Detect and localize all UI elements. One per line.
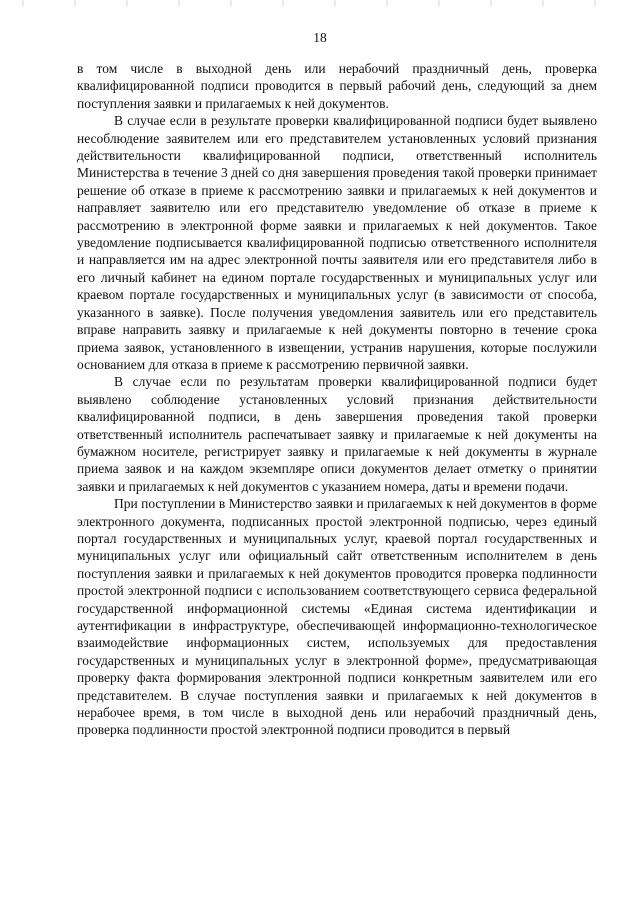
scan-top-edge — [0, 0, 640, 7]
paragraph-signature-check-success: В случае если по результатам проверки квалифицированной подписи будет выявлено соблюдение установленных условий признания действительности квалифицированной подписи, в день завершения проведения такой проверки ответственный исполнитель распечатывает заявку и прилагаемые к ней документы на бумажном носителе, регистрирует заявку и прилагаемые к ней документы в журнале приема заявок и на каждом экземпляре описи документов делает отметку о принятии заявки и прилагаемых к ней документов с указанием номера, даты и времени подачи. — [77, 374, 597, 494]
document-body — [77, 60, 597, 739]
paragraph-continuation: в том числе в выходной день или нерабочий праздничный день, проверка квалифицированной подписи проводится в первый рабочий день, следующий за днем поступления заявки и прилагаемых к ней документов. — [77, 61, 597, 111]
paragraph-signature-check-failure: В случае если в результате проверки квалифицированной подписи будет выявлено несоблюдение заявителем или его представителем установленных условий признания действительности квалифицированной подписи, ответственный исполнитель Министерства в течение 3 дней со дня завершения проведения такой проверки принимает решение об отказе в приеме к рассмотрению заявки и прилагаемых к ней документов и направляет заявителю или его представителю уведомление об отказе в приеме к рассмотрению в электронной форме заявки и прилагаемых к ней документов. Такое уведомление подписывается квалифицированной подписью ответственного исполнителя и направляется им на адрес электронной почты заявителя или его представителя либо в его личный кабинет на едином портале государственных и муниципальных услуг или краевом портале государственных и муниципальных услуг (в зависимости от способа, указанного в заявке). После получения уведомления заявитель или его представитель вправе направить заявку и прилагаемые к ней документы повторно в течение срока приема заявок, установленного в извещении, устранив нарушения, которые послужили основанием для отказа в приеме к рассмотрению первичной заявки. — [77, 113, 597, 372]
paragraph-simple-signature-check: При поступлении в Министерство заявки и прилагаемых к ней документов в форме электронного документа, подписанных простой электронной подписью, через единый портал государственных и муниципальных услуг, краевой портал государственных и муниципальных услуг или официальный сайт ответственным исполнителем в день поступления заявки и прилагаемых к ней документов проводится проверка подлинности простой электронной подписи с использованием соответствующего сервиса федеральной государственной информационной системы «Единая система идентификации и аутентификации в инфраструктуре, обеспечивающей информационно-технологическое взаимодействие информационных систем, используемых для предоставления государственных и муниципальных услуг в электронной форме», предусматривающая проверку факта формирования электронной подписи конкретным заявителем или его представителем. В случае поступления заявки и прилагаемых к ней документов в нерабочее время, в том числе в выходной день или нерабочий праздничный день, проверка подлинности простой электронной подписи проводится в первый — [77, 496, 597, 738]
page-number: 18 — [313, 30, 327, 45]
